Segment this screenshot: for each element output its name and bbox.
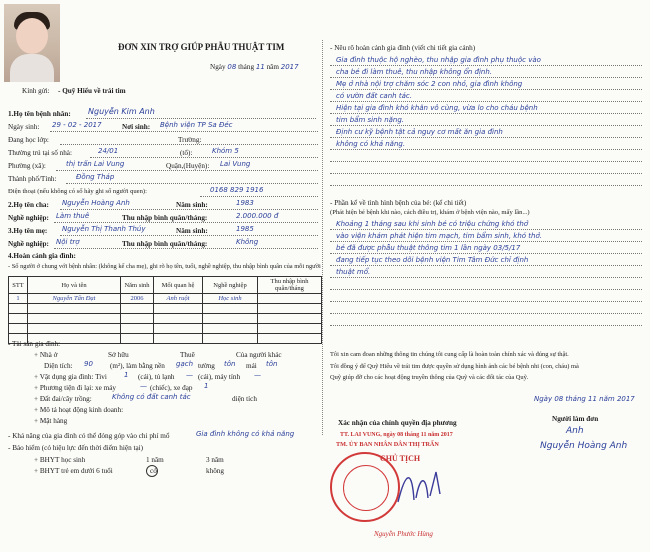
dotline	[330, 137, 642, 138]
applicant-name: Nguyễn Hoàng Anh	[540, 441, 628, 451]
members-note: - Số người ở chung với bệnh nhân: (không kể cha mẹ), ghi rõ họ tên, tuổi, nghề nghiệp, thu nhập bình quân của mỗi người	[8, 263, 321, 270]
mother-heading: 3.Họ tên mẹ:	[8, 227, 48, 235]
other-business-label: + Mặt hàng	[34, 417, 68, 425]
father-heading: 2.Họ tên cha:	[8, 201, 49, 209]
floor-value: gạch	[176, 360, 194, 368]
ins-khong-label: không	[206, 467, 224, 475]
assets-heading: - Tài sản gia đình:	[8, 340, 61, 348]
patient-photo	[4, 4, 60, 82]
district-label: Quận,(Huyện):	[166, 162, 210, 170]
sign-date: Ngày 08 tháng 11 năm 2017	[534, 395, 635, 403]
dotline	[330, 229, 642, 230]
table-row	[9, 304, 322, 314]
mother-yob: 1985	[236, 225, 254, 233]
dotline	[330, 149, 642, 150]
dotline	[330, 89, 642, 90]
dotline	[330, 65, 642, 66]
quarter-label: (tổ):	[180, 149, 193, 157]
father-yob: 1983	[236, 199, 254, 207]
ins-yes-label: 1 năm	[146, 456, 164, 464]
father-job-label: Nghề nghiệp:	[8, 214, 49, 222]
support-label: - Khả năng của gia đình có thể đóng góp vào chi phí mổ	[8, 432, 170, 440]
form-title: ĐƠN XIN TRỢ GIÚP PHẪU THUẬT TIM	[118, 42, 285, 52]
column-divider	[322, 40, 324, 435]
phone-value: 0168 829 1916	[210, 186, 264, 194]
commitment-line: Tôi xin cam đoan những thông tin chúng tôi cung cấp là hoàn toàn chính xác và đúng sự thật.	[330, 351, 569, 358]
official-stamp	[330, 452, 400, 522]
housing-label: + Nhà ở	[34, 351, 58, 359]
mother-job-label: Nghề nghiệp:	[8, 240, 49, 248]
medical-line: vào viện khám phát hiện tim mạch, tim bẩm sinh, khó thở.	[336, 232, 542, 240]
dotline	[66, 183, 318, 184]
own-label: Sở hữu	[108, 351, 129, 359]
city-label: Thành phố/Tỉnh:	[8, 175, 57, 183]
dotline	[330, 313, 642, 314]
material-label: (m²), làm bằng nền	[110, 362, 165, 370]
circumstances-line: Gia đình thuộc hộ nghèo, thu nhập gia đình phụ thuộc vào	[336, 56, 541, 64]
face-shape	[16, 18, 48, 54]
other-label: Của người khác	[236, 351, 282, 359]
dotline	[90, 157, 318, 158]
circumstances-heading: - Nêu rõ hoàn cảnh gia đình (viết chi tiết gia cảnh)	[330, 44, 476, 52]
authority-name: Nguyễn Phước Hùng	[374, 530, 433, 538]
area-label: Diện tích:	[44, 362, 73, 370]
authority-org: TM. ỦY BAN NHÂN DÂN THỊ TRẤN	[336, 441, 439, 448]
circumstances-line: Định cư kỹ bệnh tật cả nguy cơ mất ăn gia đình	[336, 128, 503, 136]
ward-label: Phường (xã):	[8, 162, 46, 170]
cell-income	[258, 294, 322, 304]
bike-value: 1	[204, 382, 209, 390]
col-stt: STT	[9, 277, 28, 294]
applicant-signature: Anh	[566, 426, 584, 436]
dob-value: 29 - 02 - 2017	[52, 121, 102, 129]
hamlet-label: Thường trú tại số nhà:	[8, 149, 72, 157]
birthplace-label: Nơi sinh:	[122, 123, 151, 131]
land-value: Không có đất canh tác	[112, 393, 191, 401]
date-month: 11	[255, 63, 265, 71]
col-relation: Mối quan hệ	[154, 277, 203, 294]
ins-co-label: có	[150, 467, 157, 475]
dotline	[330, 173, 642, 174]
table-row	[9, 314, 322, 324]
medical-subheading: (Phát hiện bé bệnh khi nào, cách điều trị, khám ở bệnh viện nào, mấy lần...)	[330, 209, 530, 216]
phone-label: Điện thoại (nếu không có số hãy ghi số người quen):	[8, 188, 147, 195]
dotline	[86, 118, 316, 119]
authority-title: CHỦ TỊCH	[380, 454, 421, 463]
dotline	[60, 209, 318, 210]
commitment-line: Tôi đồng ý để Quỹ Hiểu về trái tim được quyền sử dụng hình ảnh các bé bệnh nhi (con, cháu) mà	[330, 363, 579, 370]
pc-value: —	[254, 371, 261, 379]
city-value: Đồng Tháp	[76, 173, 115, 181]
grade-label: Đang học lớp:	[8, 136, 49, 144]
wall-label: tường	[198, 362, 215, 370]
medical-heading: - Phần kể về tình hình bệnh của bé: (kể chi tiết)	[330, 199, 467, 207]
date-year: 2017	[280, 63, 299, 71]
family-heading: 4.Hoàn cảnh gia đình:	[8, 252, 76, 260]
dotline	[330, 289, 642, 290]
dotline	[330, 161, 642, 162]
roof-label: mái	[246, 362, 257, 370]
dotline	[60, 144, 318, 145]
dotline	[330, 241, 642, 242]
ward-value: thị trấn Lai Vung	[66, 160, 125, 168]
ins2-label: + BHYT trẻ em dưới 6 tuổi	[34, 467, 113, 475]
circumstances-line: có vườn đất canh tác.	[336, 92, 412, 100]
ins1-label: + BHYT học sinh	[34, 456, 86, 464]
father-yob-label: Năm sinh:	[176, 201, 208, 209]
quarter-value: Khóm 5	[212, 147, 239, 155]
date-line: Ngày 08 tháng 11 năm 2017	[210, 63, 299, 71]
patient-heading: 1.Họ tên bệnh nhân:	[8, 110, 71, 118]
authority-note: TT. LAI VUNG, ngày 08 tháng 11 năm 2017	[340, 432, 453, 438]
dotline	[330, 253, 642, 254]
dotline	[330, 185, 642, 186]
mother-name: Nguyễn Thị Thanh Thúy	[62, 225, 146, 233]
land-label: + Đất đai/cây trồng:	[34, 395, 92, 403]
father-income: 2.000.000 đ	[236, 212, 279, 220]
business-label: + Mô tả hoạt động kinh doanh:	[34, 406, 124, 414]
dotline	[330, 125, 642, 126]
dotline	[330, 265, 642, 266]
dotline	[330, 277, 642, 278]
bike-label: (chiếc), xe đạp	[150, 384, 193, 392]
cell-stt: 1	[9, 294, 28, 304]
dotline	[50, 131, 318, 132]
fridge-label: (cái), tủ lạnh	[138, 373, 175, 381]
dotline	[330, 77, 642, 78]
dotline	[54, 248, 318, 249]
father-name: Nguyễn Hoàng Anh	[62, 199, 130, 207]
authority-label: Xác nhận của chính quyền địa phương	[338, 419, 457, 427]
cell-yob: 2006	[121, 294, 154, 304]
circumstances-line: Mẹ ở nhà nội trợ chăm sóc 2 con nhỏ, gia đình không	[336, 80, 523, 88]
mother-job: Nội trợ	[56, 238, 80, 246]
circumstances-line: Hiện tại gia đình khó khăn vô cùng, vừa lo cho cháu bệnh	[336, 104, 538, 112]
support-value: Gia đình không có khả năng	[196, 430, 295, 438]
members-table	[8, 276, 322, 344]
mother-income-label: Thu nhập bình quân/tháng:	[122, 240, 208, 248]
medical-line: bé đã được phẫu thuật thông tim 1 lần ngày 03/5/17	[336, 244, 521, 252]
rent-label: Thuê	[180, 351, 195, 359]
medical-line: Khoảng 1 tháng sau khi sinh bé có triệu chứng khó thở	[336, 220, 529, 228]
birthplace-value: Bệnh viện TP Sa Đéc	[160, 121, 233, 129]
col-income: Thu nhập bình quân/tháng	[258, 277, 322, 294]
recipient-label: Kính gửi:	[22, 87, 50, 95]
patient-name: Nguyễn Kim Anh	[88, 107, 155, 116]
mother-yob-label: Năm sinh:	[176, 227, 208, 235]
circumstances-line: cha bé đi làm thuê, thu nhập không ổn định.	[336, 68, 493, 76]
dotline	[56, 170, 318, 171]
dotline	[330, 113, 642, 114]
authority-signature-stroke	[398, 472, 440, 502]
fridge-value: —	[186, 371, 193, 379]
roof-value: tôn	[266, 360, 278, 368]
hamlet-value: 24/01	[98, 147, 119, 155]
father-job: Làm thuê	[56, 212, 90, 220]
dotline	[330, 101, 642, 102]
shirt-shape	[10, 54, 54, 82]
mother-income: Không	[236, 238, 259, 246]
area-value: 90	[84, 360, 93, 368]
table-header-row	[9, 277, 322, 294]
cell-name: Nguyễn Tấn Đạt	[28, 294, 121, 304]
ins-note: 3 năm	[206, 456, 224, 464]
authority-signature	[392, 464, 452, 510]
cell-job: Học sinh	[203, 294, 258, 304]
dotline	[60, 235, 318, 236]
medical-line: đang tiếp tục theo dõi bệnh viện Tim Tâm Đức chỉ định	[336, 256, 529, 264]
stamp-inner-ring	[343, 465, 389, 511]
dob-label: Ngày sinh:	[8, 123, 40, 131]
land-area-label: diện tích	[232, 395, 257, 403]
items-label: + Vật dụng gia đình: Tivi	[34, 373, 107, 381]
dotline	[330, 325, 642, 326]
commitment-line: Quỹ giúp đỡ cho các hoạt động truyền thông của Quỹ và các đối tác của Quỹ.	[330, 374, 529, 381]
district-value: Lai Vung	[220, 160, 251, 168]
circumstances-line: không có khả năng.	[336, 140, 406, 148]
medical-line: thuật mổ.	[336, 268, 371, 276]
transport-label: + Phương tiện đi lại: xe máy	[34, 384, 117, 392]
ac-label: (cái), máy tính	[198, 373, 241, 381]
recipient-value: - Quỹ Hiểu về trái tim	[58, 87, 126, 95]
table-row	[9, 324, 322, 334]
wall-value: tôn	[224, 360, 236, 368]
circumstances-line: tim bẩm sinh nặng.	[336, 116, 405, 124]
col-yob: Năm sinh	[121, 277, 154, 294]
col-job: Nghề nghiệp	[203, 277, 258, 294]
table-row	[9, 294, 322, 304]
father-income-label: Thu nhập bình quân/tháng:	[122, 214, 208, 222]
insurance-label: - Bảo hiểm (có hiệu lực đến thời điểm hiện tại)	[8, 444, 144, 452]
dotline	[200, 196, 318, 197]
school-label: Trường:	[178, 136, 202, 144]
dotline	[54, 222, 318, 223]
applicant-label: Người làm đơn	[552, 415, 599, 423]
date-day: 08	[227, 63, 237, 71]
dotline	[330, 301, 642, 302]
moto-value: —	[140, 382, 147, 390]
col-name: Họ và tên	[28, 277, 121, 294]
tv-value: 1	[124, 371, 129, 379]
cell-relation: Anh ruột	[154, 294, 203, 304]
